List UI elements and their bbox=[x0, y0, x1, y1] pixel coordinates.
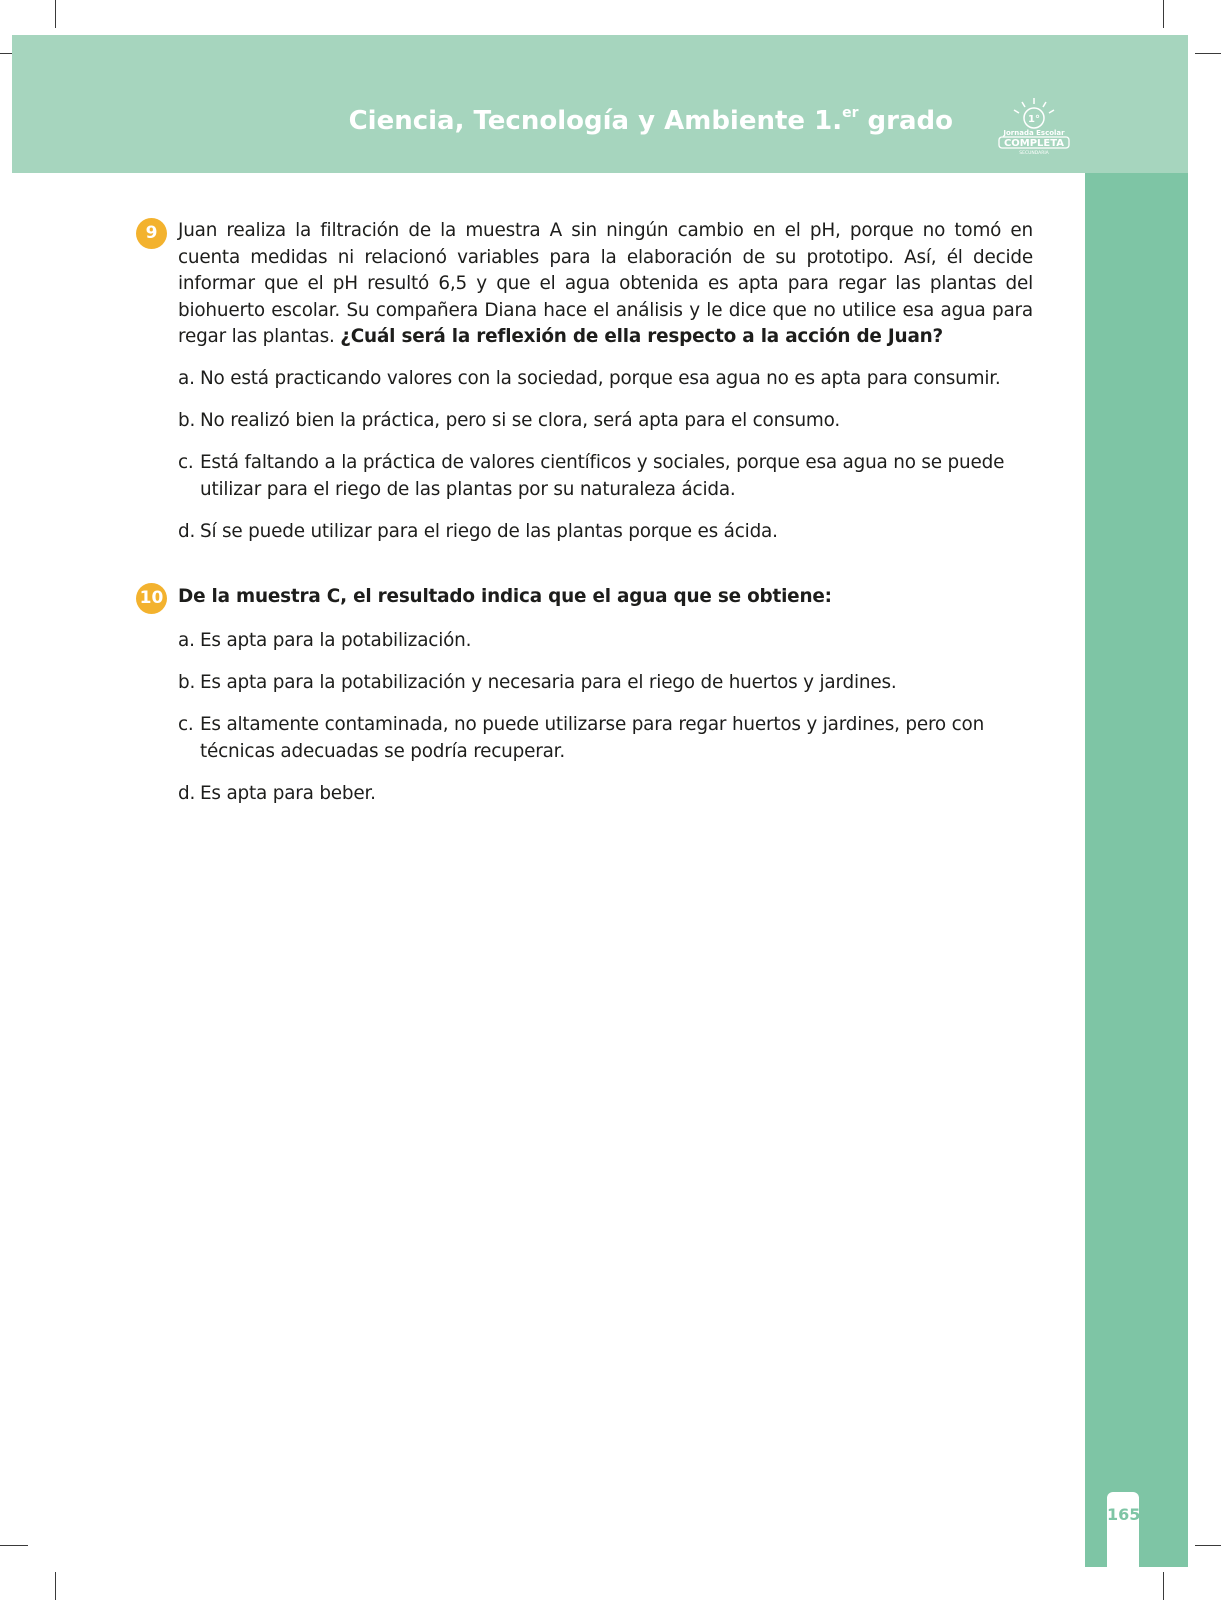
question-stem bbox=[178, 584, 1033, 611]
crop-mark bbox=[0, 1545, 28, 1546]
question-prompt: ¿Cuál será la reflexión de ella respecto a la acción de Juan? bbox=[340, 326, 944, 347]
jec-logo bbox=[992, 96, 1076, 156]
question-9 bbox=[178, 218, 1033, 545]
question-10 bbox=[178, 584, 1033, 807]
page-number: 165 bbox=[1107, 1505, 1141, 1524]
side-strip bbox=[1085, 173, 1188, 1567]
question-number-badge: 10 bbox=[136, 583, 167, 614]
crop-mark bbox=[55, 1572, 56, 1600]
option-b: b. No realizó bien la práctica, pero si se clora, será apta para el consumo. bbox=[178, 409, 840, 431]
logo-line2: COMPLETA bbox=[1003, 138, 1065, 149]
option-list bbox=[178, 365, 1033, 545]
logo-line1: Jornada Escolar bbox=[1003, 129, 1065, 137]
option-d: d. Es apta para beber. bbox=[178, 782, 376, 804]
crop-mark bbox=[1163, 1572, 1164, 1600]
crop-mark bbox=[1195, 1545, 1221, 1546]
option-a: a. Es apta para la potabilización. bbox=[178, 629, 472, 651]
crop-mark bbox=[55, 0, 56, 28]
question-number-badge: 9 bbox=[136, 218, 167, 249]
crop-mark bbox=[1195, 53, 1221, 54]
question-stem: Juan realiza la filtración de la muestra A sin ningún cambio en el pH, porque no tomó en cuenta medidas ni relacionó variables para la elaboración de su prototipo. Así, él decide informar que el pH resultó 6,5 y que el agua obtenida es apta para regar las plantas del biohuerto escolar. Su compañera Diana hace el análisis y le dice que no utilice esa agua para regar las plantas. ¿Cuál será la reflexión de ella respecto a la acción de Juan? bbox=[178, 220, 1033, 347]
crop-mark bbox=[1163, 0, 1164, 28]
question-prompt: De la muestra C, el resultado indica que el agua que se obtiene: bbox=[178, 586, 832, 607]
page-title: Ciencia, Tecnología y Ambiente 1.$^{er}$ grado bbox=[348, 105, 953, 136]
page-number-tab bbox=[1107, 1492, 1139, 1567]
option-a: a. No está practicando valores con la sociedad, porque esa agua no es apta para consumir. bbox=[178, 367, 1001, 389]
option-b: b. Es apta para la potabilización y necesaria para el riego de huertos y jardines. bbox=[178, 671, 897, 693]
logo-badge: 1° bbox=[1028, 114, 1040, 125]
option-list bbox=[178, 627, 1033, 807]
logo-line3: SECUNDARIA bbox=[1019, 151, 1049, 156]
option-c: c. Es altamente contaminada, no puede utilizarse para regar huertos y jardines, pero con técnicas adecuadas se podría recuperar. bbox=[178, 713, 985, 762]
option-c: c. Está faltando a la práctica de valores científicos y sociales, porque esa agua no se puede utilizar para el riego de las plantas por su naturaleza ácida. bbox=[178, 451, 1005, 500]
option-d: d. Sí se puede utilizar para el riego de las plantas porque es ácida. bbox=[178, 520, 778, 542]
